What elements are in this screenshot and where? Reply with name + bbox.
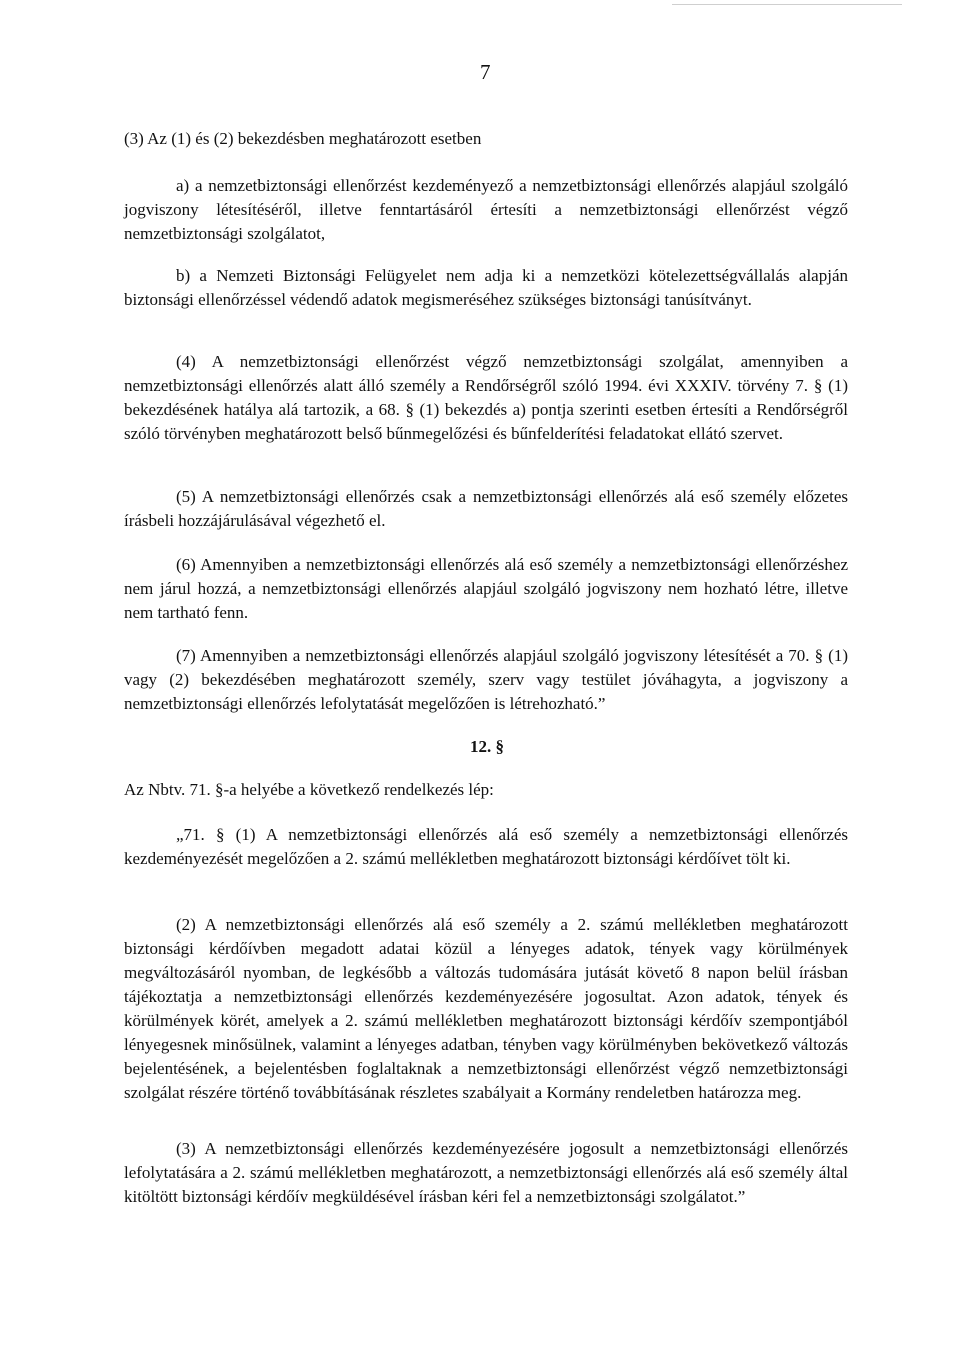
paragraph-3-b: b) a Nemzeti Biztonsági Felügyelet nem adja ki a nemzetközi kötelezettségvállalás alapján biztonsági ellenőrzéssel védendő adatok megismeréséhez szükséges biztonsági tanúsítványt. [124,266,848,309]
section-71-1: „71. § (1) A nemzetbiztonsági ellenőrzés alá eső személy a nemzetbiztonsági ellenőrzés kezdeményezését megelőzően a 2. számú mellékletben meghatározott biztonsági kérdőívet tölt ki. [124,825,848,868]
page-number: 7 [480,60,491,84]
paragraph-3-intro: (3) Az (1) és (2) bekezdésben meghatározott esetben [124,129,482,148]
section-71-3: (3) A nemzetbiztonsági ellenőrzés kezdeményezésére jogosult a nemzetbiztonsági ellenőrzés lefolytatására a 2. számú mellékletben meghatározott, a nemzetbiztonsági ellenőrzés alá eső személy által kitöltött biztonsági kérdőív megküldésével írásban kéri fel a nemzetbiztonsági szolgálatot.” [124,1139,848,1206]
paragraph-5: (5) A nemzetbiztonsági ellenőrzés csak a nemzetbiztonsági ellenőrzés alá eső személy előzetes írásbeli hozzájárulásával végezhető el. [124,487,848,530]
paragraph-7: (7) Amennyiben a nemzetbiztonsági ellenőrzés alapjául szolgáló jogviszony létesítését a 70. § (1) vagy (2) bekezdésében meghatározott személy, szerv vagy testület jóváhagyta, a jogviszony a nemzetbiztonsági ellenőrzés lefolytatását megelőzően is létrehozható.” [124,646,848,713]
amendment-intro: Az Nbtv. 71. §-a helyébe a következő rendelkezés lép: [124,780,494,799]
section-heading: 12. § [470,737,504,756]
paragraph-3-a: a) a nemzetbiztonsági ellenőrzést kezdeményező a nemzetbiztonsági ellenőrzés alapjául szolgáló jogviszony létesítéséről, illetve fenntartásáról értesíti a nemzetbiztonsági ellenőrzést végző nemzetbiztonsági szolgálatot, [124,176,848,243]
paragraph-6: (6) Amennyiben a nemzetbiztonsági ellenőrzés alá eső személy a nemzetbiztonsági ellenőrzéshez nem járul hozzá, a nemzetbiztonsági ellenőrzés alapjául szolgáló jogviszony nem hozható létre, illetve nem tartható fenn. [124,555,848,622]
paragraph-4: (4) A nemzetbiztonsági ellenőrzést végző nemzetbiztonsági szolgálat, amennyiben a nemzetbiztonsági ellenőrzés alatt álló személy a Rendőrségről szóló 1994. évi XXXIV. törvény 7. § (1) bekezdésének hatálya alá tartozik, a 68. § (1) bekezdés a) pontja szerinti esetben értesíti a Rendőrségről szóló törvényben meghatározott belső bűnmegelőzési és bűnfelderítési feladatokat ellátó szervet. [124,352,848,443]
scan-edge-line [672,4,902,5]
section-71-2: (2) A nemzetbiztonsági ellenőrzés alá eső személy a 2. számú mellékletben meghatározott biztonsági kérdőívben megadott adatai közül a lényeges adatok, tények vagy körülmények megváltozásáról nyomban, de legkésőbb a változás tudomására jutását követő 8 napon belül írásban tájékoztatja a nemzetbiztonsági ellenőrzés kezdeményezésére jogosultat. Azon adatok, tények és körülmények körét, amelyek a 2. számú mellékletben meghatározott biztonsági kérdőív szempontjából lényegesnek minősülnek, valamint a lényeges adatban, tényben vagy körülményben bekövetkező változás bejelentésének, a bejelentésben foglaltaknak a nemzetbiztonsági ellenőrzést végző nemzetbiztonsági szolgálat részére történő továbbításának részletes szabályait a Kormány rendeletben határozza meg. [124,915,848,1102]
